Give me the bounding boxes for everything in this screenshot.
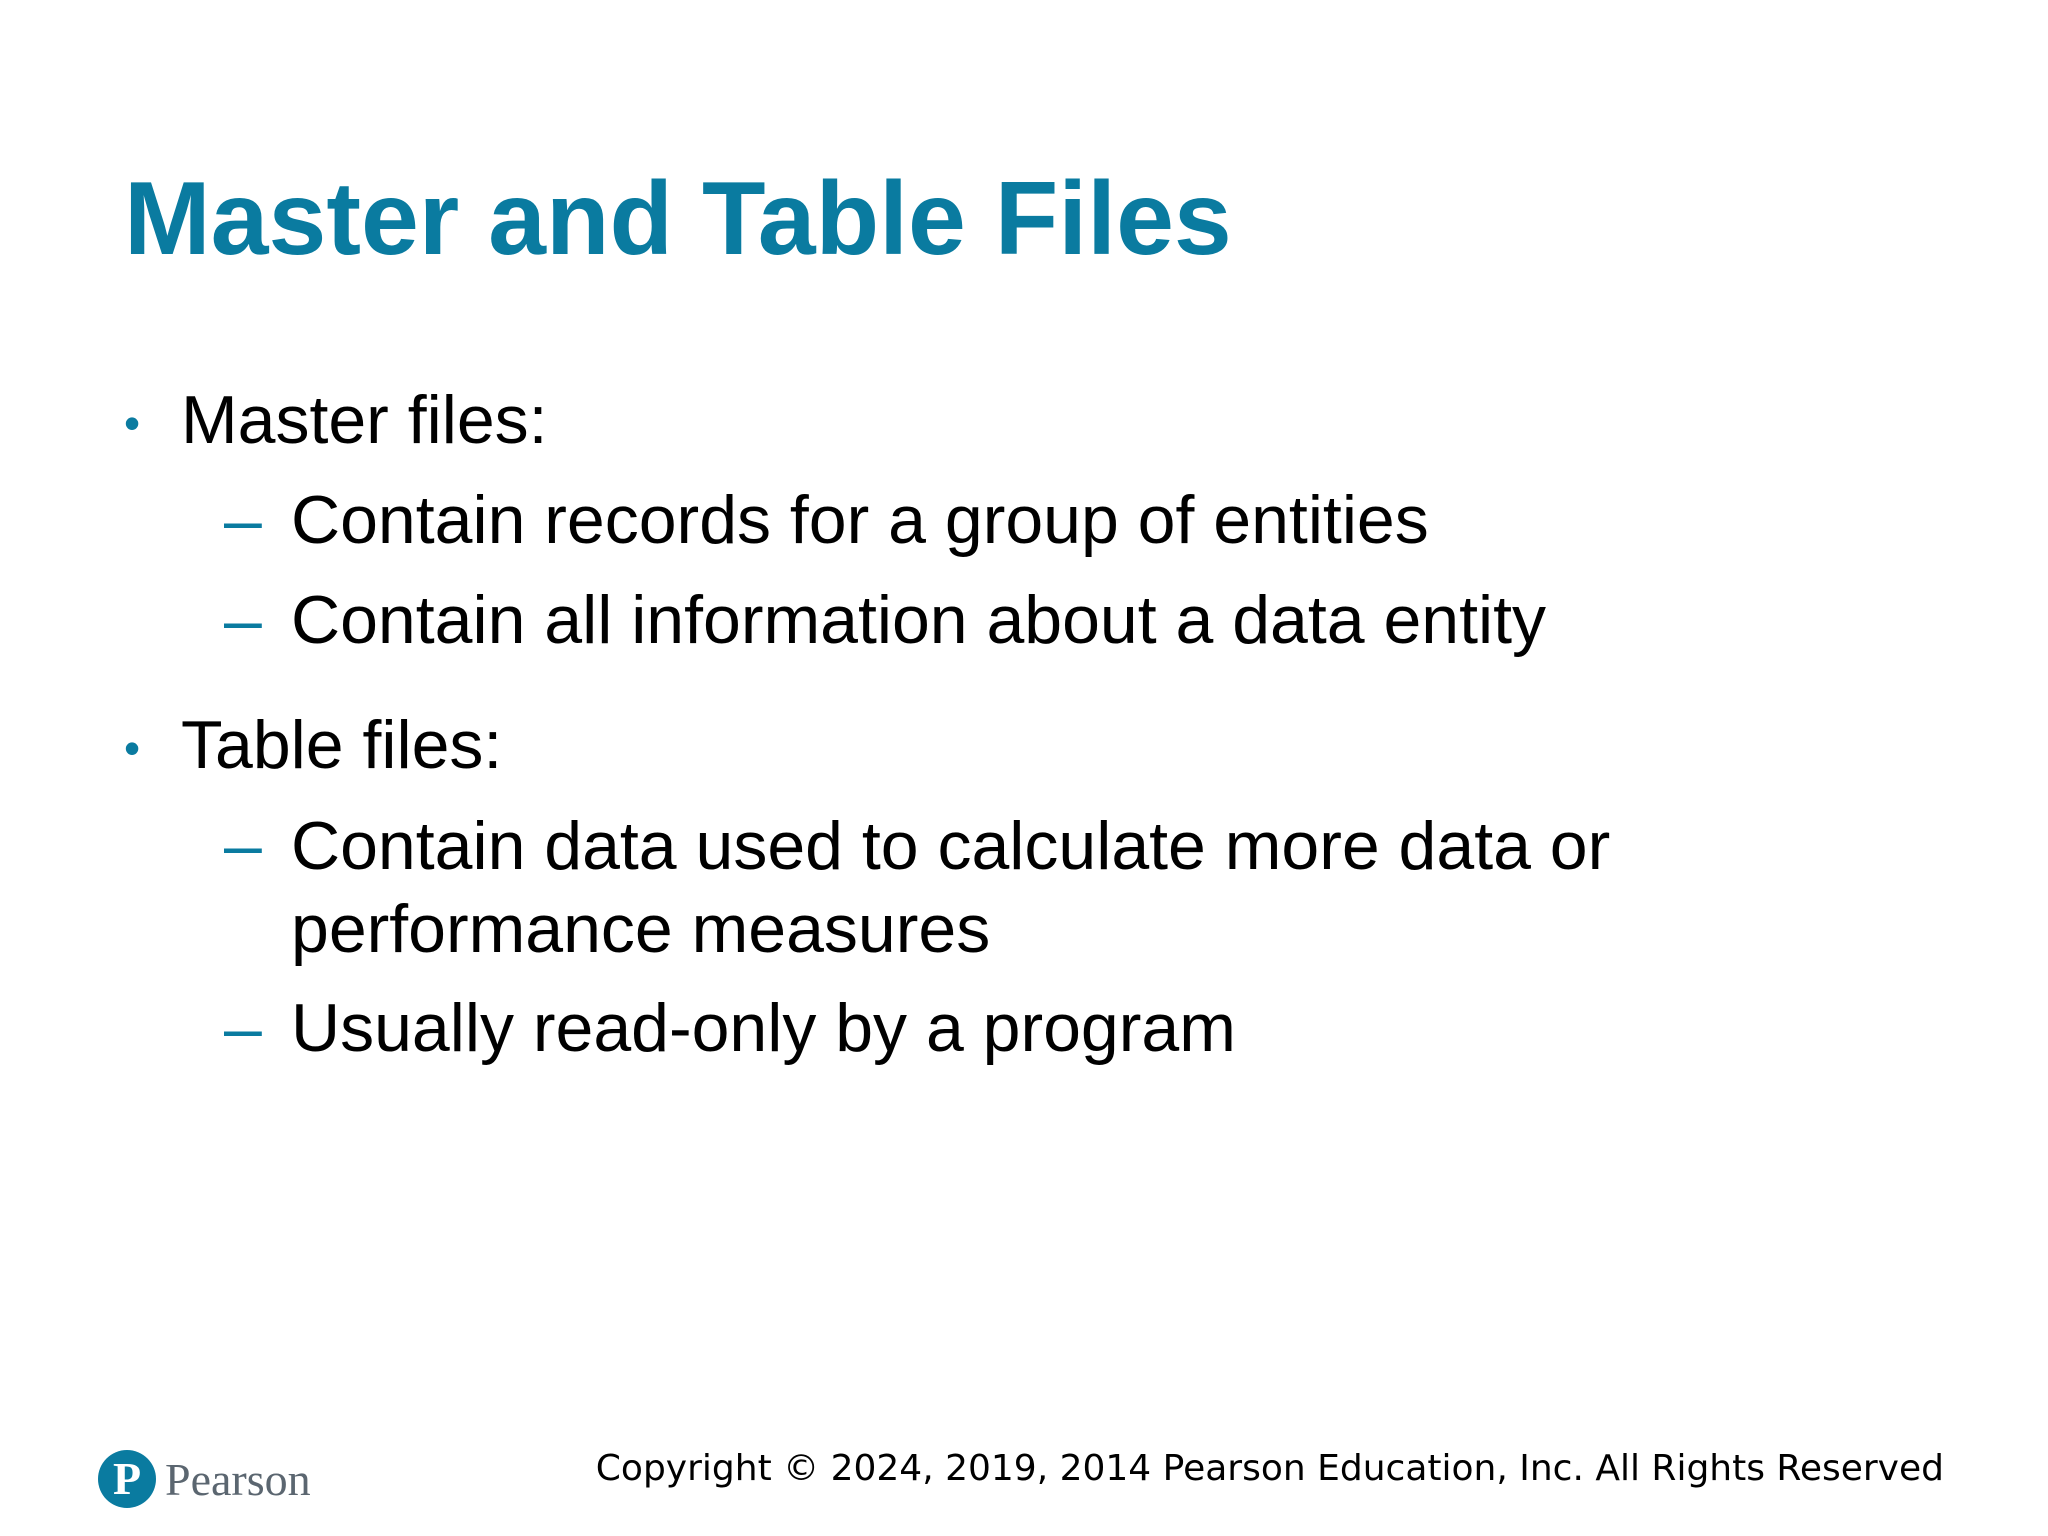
dash-icon: – [224,582,262,658]
pearson-logo-text: Pearson [165,1453,311,1505]
bullet-dot-icon: • [124,397,141,449]
dash-icon: – [224,807,262,883]
pearson-logo [98,1446,311,1512]
slide-title: Master and Table Files [124,161,1232,277]
dash-icon: – [224,990,262,1066]
sub-bullet-text: Contain records for a group of entities [291,482,1429,558]
bullet-text: Master files: [181,382,548,458]
sub-bullet-text: Usually read-only by a program [291,990,1236,1066]
pearson-logo-icon: P [98,1450,156,1508]
copyright-notice: Copyright © 2024, 2019, 2014 Pearson Education, Inc. All Rights Reserved [595,1448,1944,1489]
sub-bullet-text: Contain all information about a data entity [291,582,1547,658]
bullet-dot-icon: • [124,722,141,774]
sub-bullet-text: Contain data used to calculate more data or performance measures [291,808,1611,967]
dash-icon: – [224,482,262,558]
bullet-text: Table files: [181,707,503,783]
